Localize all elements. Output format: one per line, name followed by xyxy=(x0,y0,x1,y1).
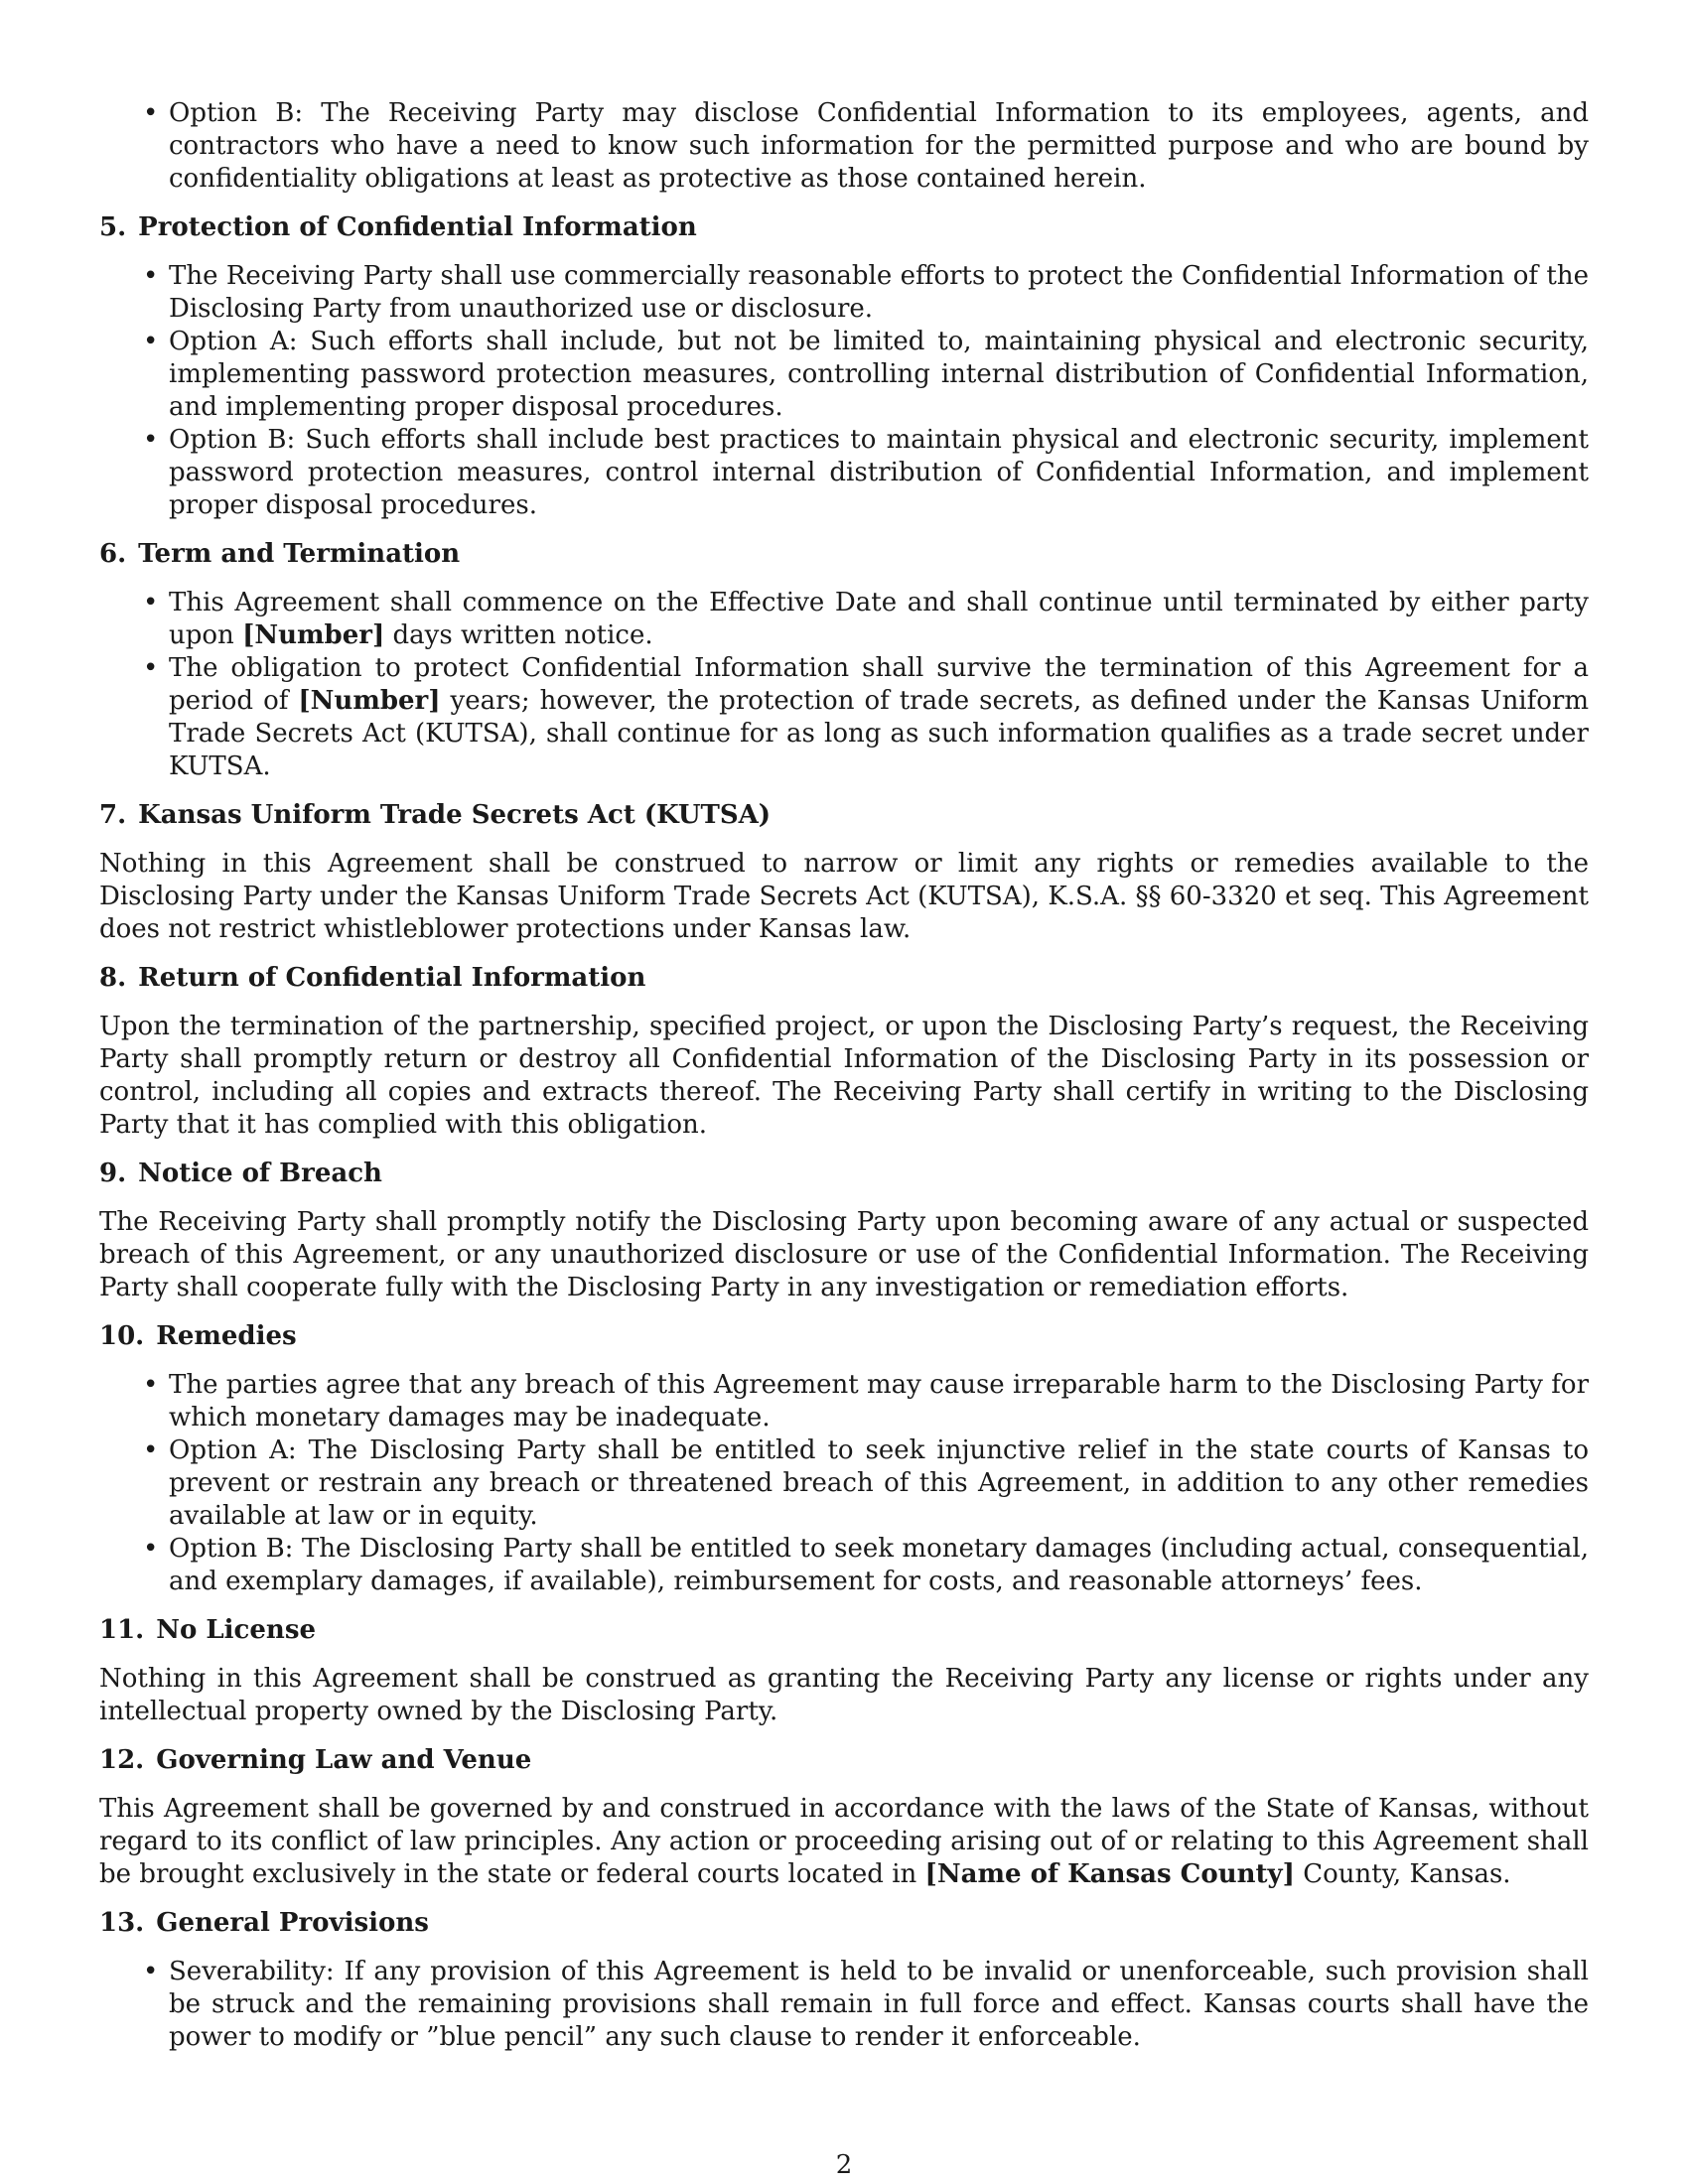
section-number: 13. xyxy=(99,1908,145,1938)
list-item: • Option B: Such efforts shall include best practices to maintain physical and electronic security, implement password protection measures, control internal distribution of Confidential Information, and implement proper disposal procedures. xyxy=(99,424,1589,522)
section-number: 11. xyxy=(99,1615,145,1645)
list-item: • Option A: The Disclosing Party shall be entitled to seek injunctive relief in the state courts of Kansas to prevent or restrain any breach or threatened breach of this Agreement, in addition to any other remedies available at law or in equity. xyxy=(99,1434,1589,1533)
section-number: 6. xyxy=(99,539,127,569)
section-12-body xyxy=(99,1793,1589,1891)
section-13-bullets xyxy=(99,1956,1589,2054)
section-number: 12. xyxy=(99,1745,145,1775)
clause-text: County, Kansas. xyxy=(1294,1859,1511,1889)
section-8-body: Upon the termination of the partnership, specified project, or upon the Disclosing Party’s request, the Receiving Party shall promptly return or destroy all Confidential Information of the Disclosing Party in its possession or control, including all copies and extracts thereof. The Receiving Party shall certify in writing to the Disclosing Party that it has complied with this obligation. xyxy=(99,1012,1589,1140)
section-6-heading xyxy=(99,538,1589,571)
section-title: Protection of Confidential Information xyxy=(138,212,697,242)
section-8-heading xyxy=(99,962,1589,995)
section-5-heading xyxy=(99,211,1589,244)
section-title: Notice of Breach xyxy=(138,1159,382,1188)
section-number: 10. xyxy=(99,1321,145,1351)
section-number: 9. xyxy=(99,1159,127,1188)
page-number: 2 xyxy=(835,2150,853,2180)
section-title: Return of Confidential Information xyxy=(138,963,646,993)
list-item: • Option A: Such efforts shall include, but not be limited to, maintaining physical and electronic security, implementing password protection measures, controlling internal distribution of Confidential Information, and implementing proper disposal procedures. xyxy=(99,326,1589,424)
section-5-bullets xyxy=(99,260,1589,522)
clause-text: This Agreement shall commence on the Effective Date and shall continue until terminated by either party upon xyxy=(169,588,1589,650)
section-13-heading xyxy=(99,1907,1589,1940)
section-title: Term and Termination xyxy=(138,539,461,569)
section-10-heading xyxy=(99,1320,1589,1353)
list-item: • The parties agree that any breach of this Agreement may cause irreparable harm to the Disclosing Party for which monetary damages may be inadequate. xyxy=(99,1369,1589,1434)
clause-text: days written notice. xyxy=(384,620,653,650)
section-title: Kansas Uniform Trade Secrets Act (KUTSA) xyxy=(138,800,772,830)
clause-text: The obligation to protect Confidential Information shall survive the termination of this Agreement for a period of xyxy=(169,653,1589,716)
section-title: Remedies xyxy=(156,1321,297,1351)
section-7-body: Nothing in this Agreement shall be construed to narrow or limit any rights or remedies available to the Disclosing Party under the Kansas Uniform Trade Secrets Act (KUTSA), K.S.A. §§ 60-3320 et seq. This Agreement does not restrict whistleblower protections under Kansas law. xyxy=(99,849,1589,944)
clause-text: years; however, the protection of trade secrets, as defined under the Kansas Uniform Trade Secrets Act (KUTSA), shall continue for as long as such information qualifies as a trade secret under KUTSA. xyxy=(169,686,1589,781)
placeholder-field: [Name of Kansas County] xyxy=(924,1859,1295,1889)
clause-text: This Agreement shall be governed by and construed in accordance with the laws of the State of Kansas, without regard to its conflict of law principles. Any action or proceeding arising out of or relating to this Agreement shall be brought exclusively in the state or federal courts located in xyxy=(99,1794,1589,1889)
section-title: Governing Law and Venue xyxy=(156,1745,532,1775)
section-4-bullet-option-b: • Option B: The Receiving Party may disclose Confidential Information to its employees, agents, and contractors who have a need to know such information for the permitted purpose and who are bound by confidentiality obligations at least as protective as those contained herein. xyxy=(99,97,1589,196)
section-number: 5. xyxy=(99,212,127,242)
section-12-heading xyxy=(99,1744,1589,1777)
section-title: No License xyxy=(156,1615,317,1645)
list-item: • Option B: The Disclosing Party shall be entitled to seek monetary damages (including actual, consequential, and exemplary damages, if available), reimbursement for costs, and reasonable attorneys’ fees. xyxy=(99,1533,1589,1598)
section-10-bullets xyxy=(99,1369,1589,1598)
section-number: 7. xyxy=(99,800,127,830)
section-number: 8. xyxy=(99,963,127,993)
section-9-body: The Receiving Party shall promptly notify the Disclosing Party upon becoming aware of any actual or suspected breach of this Agreement, or any unauthorized disclosure or use of the Confidential Information. The Receiving Party shall cooperate fully with the Disclosing Party in any investigation or remediation efforts. xyxy=(99,1207,1589,1302)
placeholder-field: [Number] xyxy=(298,686,441,716)
section-4-bullets xyxy=(99,97,1589,196)
placeholder-field: [Number] xyxy=(242,620,385,650)
section-11-heading xyxy=(99,1614,1589,1647)
list-item: • Severability: If any provision of this Agreement is held to be invalid or unenforceable, such provision shall be struck and the remaining provisions shall remain in full force and effect. Kansas courts shall have the power to modify or ”blue pencil” any such clause to render it enforceable. xyxy=(99,1956,1589,2054)
list-item xyxy=(99,587,1589,652)
section-11-body: Nothing in this Agreement shall be construed as granting the Receiving Party any license or rights under any intellectual property owned by the Disclosing Party. xyxy=(99,1664,1589,1726)
list-item xyxy=(99,652,1589,783)
section-6-bullets xyxy=(99,587,1589,783)
section-title: General Provisions xyxy=(156,1908,429,1938)
section-7-heading xyxy=(99,799,1589,832)
section-9-heading xyxy=(99,1158,1589,1190)
list-item: • The Receiving Party shall use commercially reasonable efforts to protect the Confidential Information of the Disclosing Party from unauthorized use or disclosure. xyxy=(99,260,1589,326)
